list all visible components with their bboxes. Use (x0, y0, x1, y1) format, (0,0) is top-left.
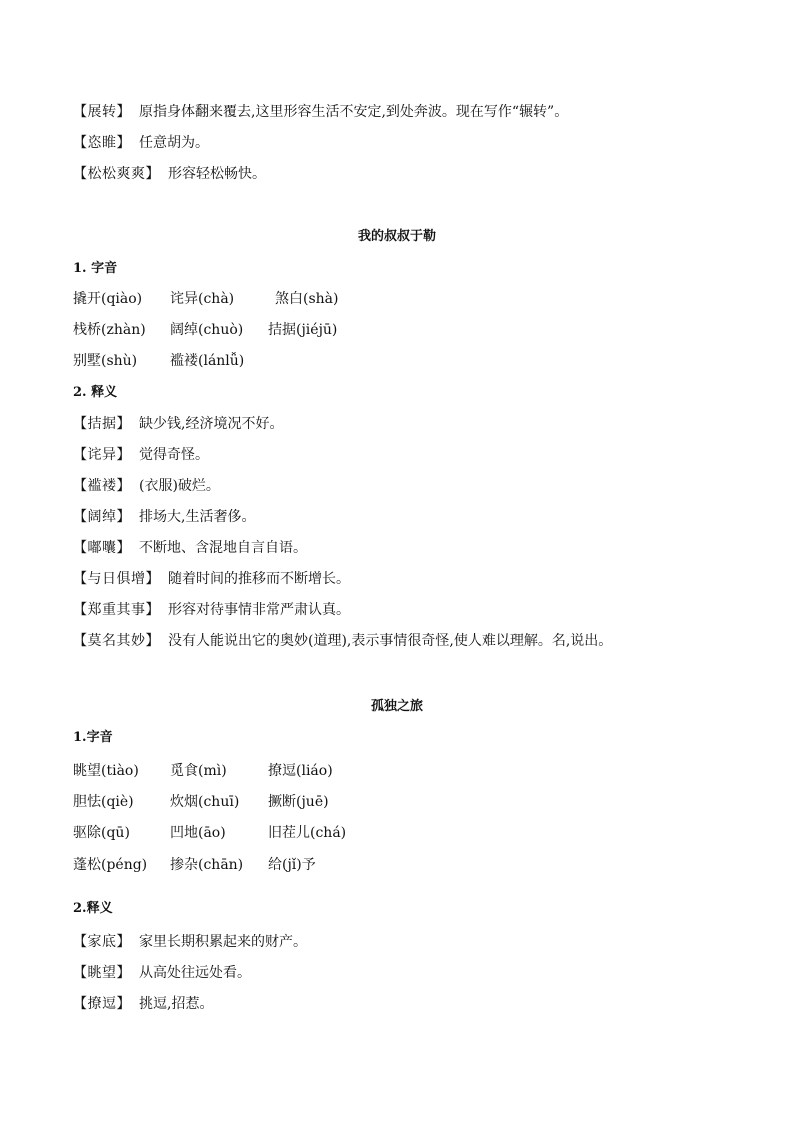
entry-definition: 任意胡为。 (139, 135, 209, 151)
entry-definition: 不断地、含混地自言自语。 (139, 540, 307, 556)
entry-term: 【莫名其妙】 (73, 633, 160, 649)
entry-definition: 随着时间的推移而不断增长。 (168, 571, 350, 587)
pronunciation-item: 撅断(juē) (268, 794, 329, 810)
entry-term: 【拮据】 (73, 416, 131, 432)
entry-term: 【郑重其事】 (73, 602, 160, 618)
entry-definition: 觉得奇怪。 (139, 447, 209, 463)
definition-entry (73, 601, 350, 619)
definition-entry (73, 933, 307, 951)
pronunciation-item: 觅食(mì) (170, 763, 227, 779)
pronunciation-item: 旧茬儿(chá) (268, 825, 347, 841)
pronunciation-item: 炊烟(chuī) (170, 794, 240, 810)
entry-definition: 缺少钱,经济境况不好。 (139, 416, 284, 432)
pronunciation-item: 拮据(jiéjū) (268, 322, 338, 338)
pronunciation-item: 掺杂(chān) (170, 857, 244, 873)
pronunciation-item: 撩逗(liáo) (268, 763, 333, 779)
pronunciation-heading: 1.字音 (73, 730, 113, 745)
entry-term: 【恣睢】 (73, 135, 131, 151)
definition-entry (73, 632, 612, 650)
definition-entry (73, 964, 251, 982)
entry-term: 【家底】 (73, 934, 131, 950)
entry-term: 【褴褛】 (73, 478, 131, 494)
entry-term: 【撩逗】 (73, 996, 131, 1012)
section-title: 孤独之旅 (370, 699, 423, 714)
definition-entry (73, 103, 568, 121)
entry-definition: 形容轻松畅快。 (168, 166, 266, 182)
definition-entry (73, 415, 283, 433)
pronunciation-item: 煞白(shà) (275, 291, 339, 307)
definition-entry (73, 508, 255, 526)
pronunciation-item: 驱除(qū) (73, 825, 130, 841)
pronunciation-item: 别墅(shù) (73, 353, 138, 369)
entry-term: 【与日俱增】 (73, 571, 160, 587)
pronunciation-item: 蓬松(péng) (73, 857, 148, 873)
pronunciation-item: 凹地(āo) (170, 825, 226, 841)
entry-term: 【嘟囔】 (73, 540, 131, 556)
definition-entry (73, 477, 220, 495)
pronunciation-item: 诧异(chà) (170, 291, 235, 307)
pronunciation-item: 胆怯(qiè) (73, 794, 134, 810)
definition-heading: 2. 释义 (73, 385, 118, 400)
definition-entry (73, 446, 209, 464)
pronunciation-item: 眺望(tiào) (73, 763, 139, 779)
pronunciation-item: 阔绰(chuò) (170, 322, 244, 338)
definition-entry (73, 995, 213, 1013)
entry-definition: 原指身体翻来覆去,这里形容生活不安定,到处奔波。现在写作“辗转”。 (139, 104, 569, 120)
entry-definition: 家里长期积累起来的财产。 (139, 934, 307, 950)
pronunciation-item: 栈桥(zhàn) (73, 322, 146, 338)
entry-definition: 形容对待事情非常严肃认真。 (168, 602, 350, 618)
definition-entry (73, 134, 209, 152)
entry-term: 【眺望】 (73, 965, 131, 981)
definition-heading: 2.释义 (73, 901, 113, 916)
entry-definition: 没有人能说出它的奥妙(道理),表示事情很奇怪,使人难以理解。名,说出。 (168, 633, 613, 649)
entry-term: 【松松爽爽】 (73, 166, 160, 182)
entry-definition: 从高处往远处看。 (139, 965, 251, 981)
pronunciation-heading: 1. 字音 (73, 261, 118, 276)
entry-definition: (衣服)破烂。 (139, 478, 220, 494)
pronunciation-item: 褴褛(lánlǚ) (170, 353, 245, 369)
definition-entry (73, 165, 266, 183)
section-title: 我的叔叔于勒 (357, 229, 436, 244)
entry-term: 【展转】 (73, 104, 131, 120)
entry-term: 【阔绰】 (73, 509, 131, 525)
pronunciation-item: 给(jǐ)予 (268, 857, 316, 873)
pronunciation-item: 撬开(qiào) (73, 291, 143, 307)
entry-definition: 排场大,生活奢侈。 (139, 509, 256, 525)
entry-definition: 挑逗,招惹。 (139, 996, 214, 1012)
definition-entry (73, 539, 307, 557)
entry-term: 【诧异】 (73, 447, 131, 463)
definition-entry (73, 570, 350, 588)
